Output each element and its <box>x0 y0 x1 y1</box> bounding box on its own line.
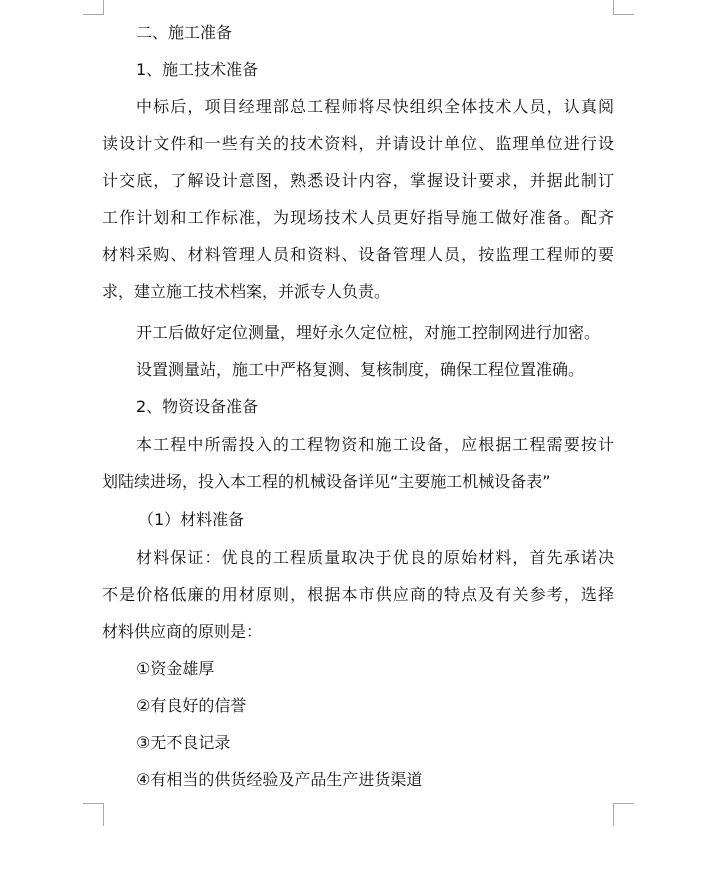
paragraph-line: 求，建立施工技术档案，并派专人负责。 <box>102 282 391 301</box>
list-item: ④有相当的供货经验及产品生产进货渠道 <box>136 770 423 789</box>
paragraph-line: 材料采购、材料管理人员和资料、设备管理人员，按监理工程师的要 <box>102 245 614 264</box>
crop-mark-bottom-left <box>83 803 104 826</box>
section-2-title: 2、物资设备准备 <box>136 397 259 416</box>
paragraph-line: 材料供应商的原则是： <box>102 622 263 641</box>
list-item: ③无不良记录 <box>136 733 231 752</box>
paragraph-line: 本工程中所需投入的工程物资和施工设备，应根据工程需要按计 <box>136 435 614 454</box>
crop-mark-top-right <box>613 0 634 15</box>
paragraph-line: 中标后，项目经理部总工程师将尽快组织全体技术人员，认真阅 <box>136 97 614 116</box>
crop-mark-bottom-right <box>613 803 634 826</box>
paragraph-line: 材料保证：优良的工程质量取决于优良的原始材料，首先承诺决 <box>136 548 614 567</box>
main-heading: 二、施工准备 <box>136 23 233 42</box>
list-item: ①资金雄厚 <box>136 659 215 678</box>
list-item: ②有良好的信誉 <box>136 696 247 715</box>
paragraph-line: 工作计划和工作标准，为现场技术人员更好指导施工做好准备。配齐 <box>102 208 614 227</box>
paragraph-line: 划陆续进场，投入本工程的机械设备详见“主要施工机械设备表” <box>102 472 551 491</box>
paragraph-line: 读设计文件和一些有关的技术资料，并请设计单位、监理单位进行设 <box>102 134 614 153</box>
crop-mark-top-left <box>83 0 104 15</box>
section-1-title: 1、施工技术准备 <box>136 60 259 79</box>
paragraph-line: 计交底，了解设计意图，熟悉设计内容，掌握设计要求，并据此制订 <box>102 171 614 190</box>
paragraph-line: 设置测量站，施工中严格复测、复核制度，确保工程位置准确。 <box>136 360 585 379</box>
subsection-title: （1）材料准备 <box>138 510 245 529</box>
paragraph-line: 开工后做好定位测量，埋好永久定位桩，对施工控制网进行加密。 <box>136 323 601 342</box>
paragraph-line: 不是价格低廉的用材原则，根据本市供应商的特点及有关参考，选择 <box>102 585 614 604</box>
